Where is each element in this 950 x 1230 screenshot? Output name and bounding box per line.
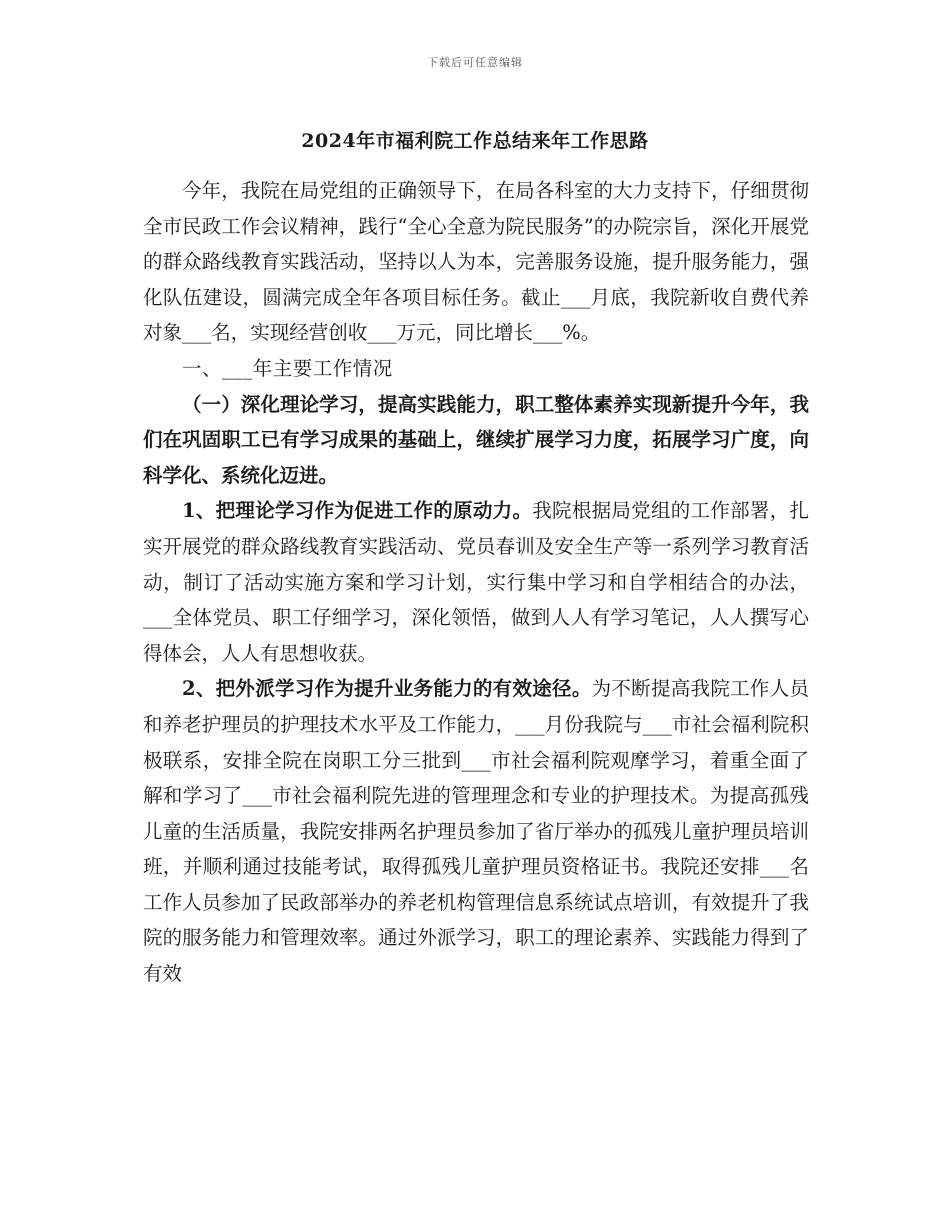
item-2-text: 为不断提高我院工作人员和养老护理员的护理技术水平及工作能力，___月份我院与___市社会福利院积极联系，安排全院在岗职工分三批到___市社会福利院观摩学习，着重全面了解和学习了___市社会福利院先进的管理理念和专业的护理技术。为提高孤残儿童的生活质量，我院安排两名护理员参加了省厅举办的孤残儿童护理员培训班，并顺利通过技能考试，取得孤残儿童护理员资格证书。我院还安排___名工作人员参加了民政部举办的养老机构管理信息系统试点培训，有效提升了我院的服务能力和管理效率。通过外派学习，职工的理论素养、实践能力得到了有效 <box>143 677 809 986</box>
item-1-lead: 1、把理论学习作为促进工作的原动力。 <box>182 499 533 523</box>
item-1-text: 我院根据局党组的工作部署，扎实开展党的群众路线教育实践活动、党员春训及安全生产等一系列学习教育活动，制订了活动实施方案和学习计划，实行集中学习和自学相结合的办法，___全体党员、职工仔细学习，深化领悟，做到人人有学习笔记，人人撰写心得体会，人人有思想收获。 <box>143 499 809 665</box>
document-title: 2024年市福利院工作总结来年工作思路 <box>301 130 649 152</box>
subsection-heading: （一）深化理论学习，提高实践能力，职工整体素养实现新提升今年，我们在巩固职工已有学习成果的基础上，继续扩展学习力度，拓展学习广度，向科学化、系统化迈进。 <box>143 392 809 487</box>
document-body <box>143 173 809 992</box>
section-heading: 一、___年主要工作情况 <box>182 356 393 380</box>
item-1-paragraph <box>143 493 809 671</box>
header-note: 下载后可任意编辑 <box>427 56 523 69</box>
intro-paragraph: 今年，我院在局党组的正确领导下，在局各科室的大力支持下，仔细贯彻全市民政工作会议精神，践行“全心全意为院民服务”的办院宗旨，深化开展党的群众路线教育实践活动，坚持以人为本，完善服务设施，提升服务能力，强化队伍建设，圆满完成全年各项目标任务。截止___月底，我院新收自费代养对象___名，实现经营创收___万元，同比增长___%。 <box>143 179 809 345</box>
item-2-paragraph <box>143 671 809 991</box>
item-2-lead: 2、把外派学习作为提升业务能力的有效途径。 <box>182 677 592 701</box>
